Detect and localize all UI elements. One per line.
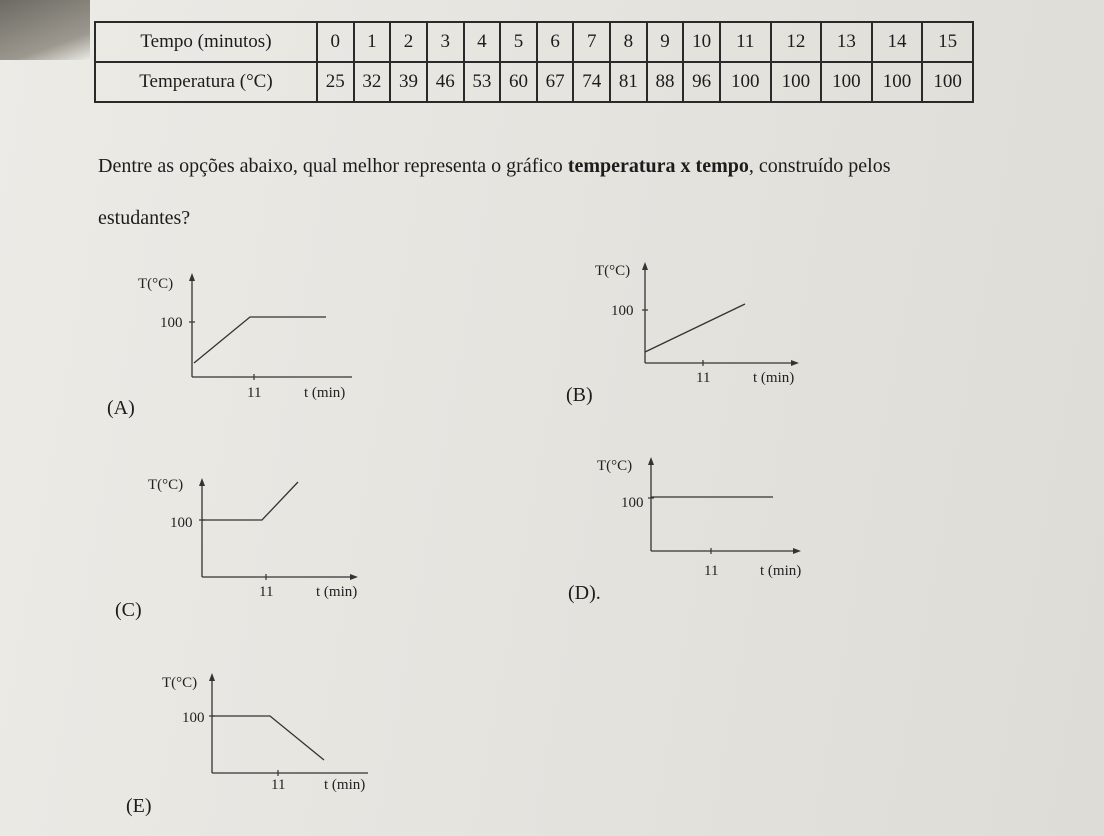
table-cell: 15 [922,22,973,62]
table-cell: 60 [500,62,537,102]
y-tick-label: 100 [160,315,183,331]
question-text-part: , construído pelos [748,155,891,177]
table-cell: 96 [683,62,720,102]
y-axis-label: T(°C) [148,477,184,493]
option-d-label: (D). [568,582,601,604]
table-cell: 100 [821,62,872,102]
question-text-line2: estudantes? [98,207,191,229]
table-cell: 7 [573,22,610,62]
x-axis-arrow-icon [791,360,799,366]
option-e-graph [158,665,388,805]
option-e-label: (E) [126,795,152,817]
table-cell: 88 [647,62,684,102]
y-axis-arrow-icon [209,673,215,681]
x-axis-label: t (min) [753,370,795,386]
y-axis-label: T(°C) [597,458,633,474]
y-axis-label: T(°C) [595,263,631,279]
y-tick-label: 100 [611,303,634,319]
table-cell: 2 [390,22,427,62]
y-axis-arrow-icon [648,457,654,465]
table-cell: 6 [537,22,574,62]
table-row-time [95,22,973,62]
table-cell: 25 [317,62,354,102]
option-d-graph [589,451,819,591]
table-cell: 1 [354,22,391,62]
table-header-time: Tempo (minutos) [95,22,317,62]
table-cell: 100 [720,62,771,102]
table-cell: 0 [317,22,354,62]
table-cell: 5 [500,22,537,62]
table-cell: 10 [683,22,720,62]
table-cell: 4 [464,22,501,62]
x-axis-label: t (min) [324,777,366,793]
table-cell: 32 [354,62,391,102]
table-cell: 53 [464,62,501,102]
time-temperature-table [94,21,974,103]
option-c-label: (C) [115,599,142,621]
option-c-graph [138,470,368,610]
table-cell: 12 [771,22,822,62]
curve-plateau-then-fall [212,716,324,760]
table-cell: 100 [771,62,822,102]
y-axis-label: T(°C) [138,276,174,292]
y-axis-arrow-icon [189,273,195,281]
x-tick-label: 11 [696,370,711,386]
table-cell: 39 [390,62,427,102]
x-axis-arrow-icon [350,574,358,580]
option-a-graph [130,265,360,405]
question-text-part: Dentre as opções abaixo, qual melhor representa o gráfico [98,155,568,177]
table-cell: 100 [922,62,973,102]
x-tick-label: 11 [704,563,719,579]
table-row-temperature [95,62,973,102]
x-tick-label: 11 [259,584,274,600]
x-axis-label: t (min) [760,563,802,579]
option-a-label: (A) [107,397,135,419]
table-cell: 3 [427,22,464,62]
table-cell: 13 [821,22,872,62]
table-cell: 67 [537,62,574,102]
table-cell: 8 [610,22,647,62]
table-header-temperature: Temperatura (°C) [95,62,317,102]
x-axis-arrow-icon [793,548,801,554]
option-b-label: (B) [566,384,593,406]
y-tick-label: 100 [182,710,205,726]
x-tick-label: 11 [271,777,286,793]
x-axis-label: t (min) [304,385,346,401]
page-corner-shadow [0,0,90,60]
y-axis-arrow-icon [642,262,648,270]
x-axis-label: t (min) [316,584,358,600]
curve-rise-then-plateau [194,317,326,363]
y-tick-label: 100 [170,515,193,531]
table-cell: 46 [427,62,464,102]
table-cell: 9 [647,22,684,62]
table-cell: 100 [872,62,923,102]
table-cell: 14 [872,22,923,62]
table-cell: 74 [573,62,610,102]
table-cell: 11 [720,22,771,62]
y-axis-arrow-icon [199,478,205,486]
table-cell: 81 [610,62,647,102]
curve-plateau-then-rise [202,482,298,520]
question-emphasis: temperatura x tempo [567,155,749,177]
curve-linear-rise [645,304,745,352]
question-text [98,140,998,244]
option-b-graph [583,256,813,396]
y-axis-label: T(°C) [162,675,198,691]
y-tick-label: 100 [621,495,644,511]
x-tick-label: 11 [247,385,262,401]
